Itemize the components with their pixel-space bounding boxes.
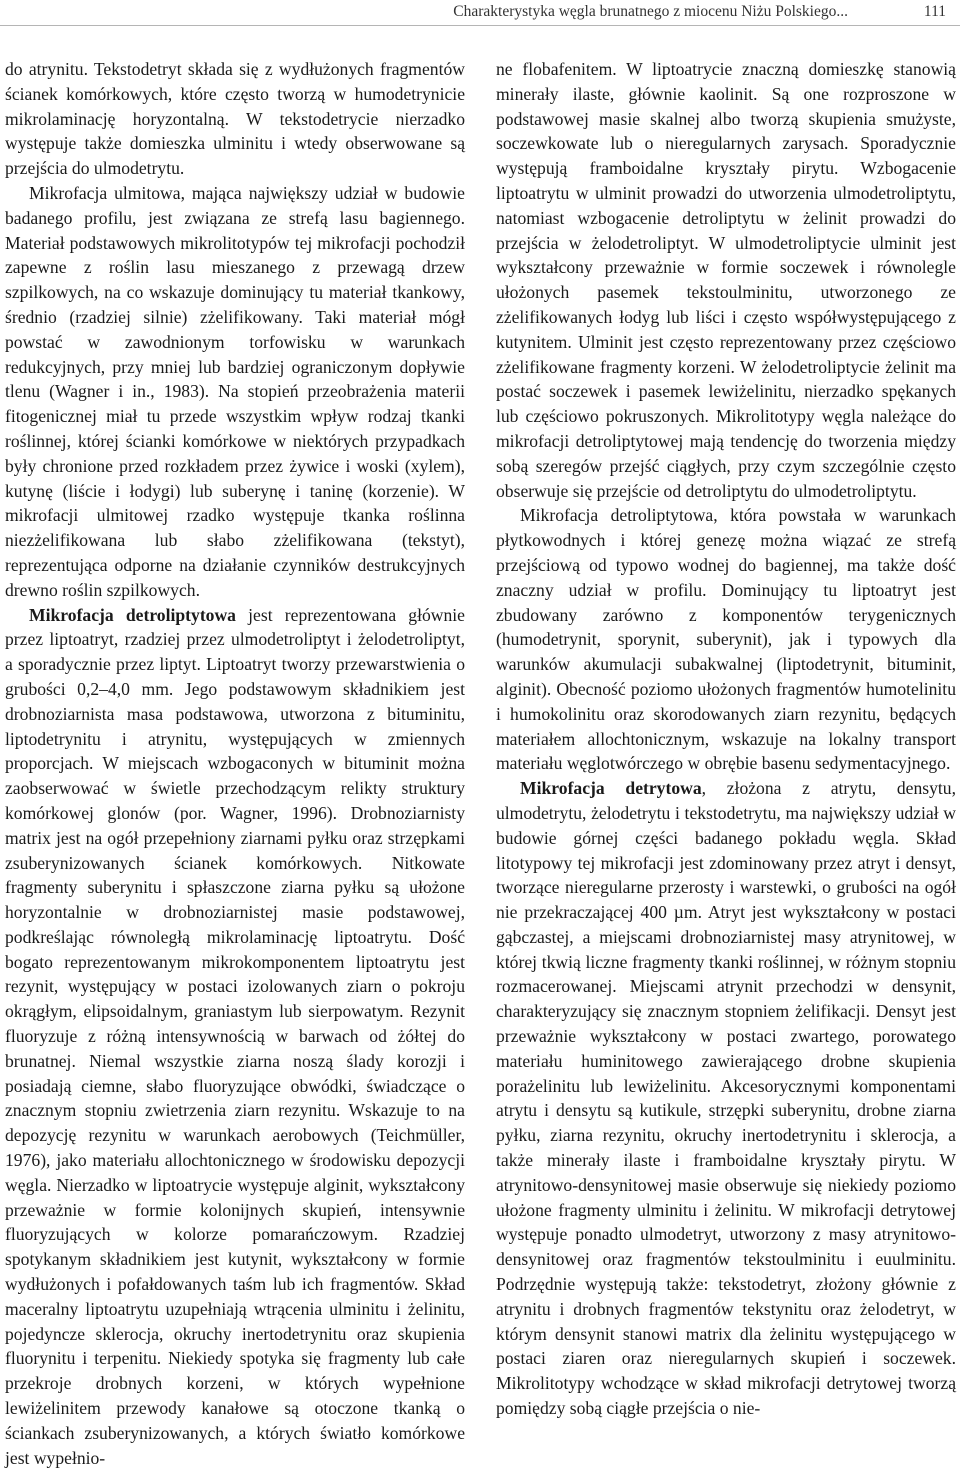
right-column <box>496 57 956 1421</box>
running-title: Charakterystyka węgla brunatnego z miocenu Niżu Polskiego... <box>453 3 848 20</box>
paragraph-detroliptytowa <box>5 603 465 1470</box>
header-divider <box>0 25 960 26</box>
paragraph-text: jest reprezentowana głównie przez liptoatryt, rzadziej przez ulmodetroliptyt i żelodetroliptyt, a sporadycznie przez liptyt. Liptoatryt tworzy przewarstwienia o grubości 0,2–4,0 mm. Jego podstawowym składnikiem jest drobnoziarnista masa podstawowa, utworzona z bituminitu, liptodetrynitu i atrynitu, występujących w zmiennych proporcjach. W miejscach wzbogaconych w bituminit można zaobserwować w świetle przechodzącym relikty struktury komórkowej glonów (por. Wagner, 1996). Drobnoziarnisty matrix jest na ogół przepełniony ziarnami pyłku oraz strzępkami zsuberynizowanych ścianek komórkowych. Nitkowate fragmenty suberynitu i spłaszczone ziarna pyłku są ułożone horyzontalnie w drobnoziarnistej masie podstawowej, podkreślając równoległą mikrolaminację liptoatrytu. Dość bogato reprezentowanym mikrokomponentem liptoatrytu jest rezynit, występujący w postaci izolowanych ziarn o pokroju okrągłym, elipsoidalnym, graniastym lub sierpowatym. Rezynit fluoryzuje z różną intensywnością w barwach od żółtej do brunatnej. Niemal wszystkie ziarna noszą ślady korozji i posiadają ciemne, słabo fluoryzujące obwódki, świadczące o znacznym stopniu zwietrzenia ziarn rezynitu. Wskazuje to na depozycję rezynitu w warunkach aerobowych (Teichmüller, 1976), jako materiału allochtonicznego w środowisku depozycji węgla. Nierzadko w liptoatrycie występuje alginit, wykształcony przeważnie w formie kolonijnych skupień, intensywnie fluoryzujących w kolorze pomarańczowym. Rzadziej spotykanym składnikiem jest kutynit, wykształcony w formie wydłużonych i pofałdowanych taśm lub ich fragmentów. Skład maceralny liptoatrytu uzupełniają wtrącenia ulminitu i żelinitu, pojedyncze sklerocja, okruchy inertodetrynitu oraz skupienia fluorynitu i terpenitu. Niekiedy spotyka się fragmenty lub całe przekroje drobnych korzeni, w których wypełnione lewiżelinitem przewody kanałowe są otoczone tkanką o ściankach zsuberynizowanych, a których światło komórkowe jest wypełnio- <box>5 604 465 1468</box>
page-number: 111 <box>923 3 946 20</box>
paragraph-detroliptytowa-genesis: Mikrofacja detroliptytowa, która powstała w warunkach płytkowodnych i której genezę można wiązać ze strefą przejściową od typowo wodnej do bagiennej, ma także dość znaczny udział w profilu. Dominujący tu liptoatryt jest zbudowany zarówno z komponentów terygenicznych (humodetrynit, sporynit, suberynit), jak i typowych dla warunków akumulacji subakwalnej (liptodetrynit, bituminit, alginit). Obecność poziomo ułożonych fragmentów humotelinitu i humokolinitu oraz skorodowanych ziarn rezynitu, będących materiałem allochtonicznym, wskazuje na lokalny transport materiału węglotwórczego w obrębie basenu sedymentacyjnego. <box>496 505 956 774</box>
left-column <box>5 57 465 1470</box>
paragraph-text: , złożona z atrytu, densytu, ulmodetrytu, żelodetrytu i tekstodetrytu, ma największy udział w budowie górnej części badanego pokładu węgla. Skład litotypowy tej mikrofacji jest zdominowany przez atryt i densyt, tworzące nieregularne przerosty i warstewki, o grubości na ogół nie przekraczającej 400 µm. Atryt jest wykształcony w postaci gąbczastej, a miejscami drobnoziarnistej masy atrynitowej, w której tkwią liczne fragmenty tkanki roślinnej, w różnym stopniu rozmacerowanej. Miejscami atrynit przechodzi w densynit, charakteryzujący się znacznym stopniem żelifikacji. Densyt jest przeważnie wykształcony w postaci zwartego, porowatego materiału huminitowego zawierającego drobne skupienia porażelinitu lub lewiżelinitu. Akcesorycznymi komponentami atrytu i densytu są kutikule, strzępki suberynitu, drobne ziarna pyłku, ziarna rezynitu, okruchy inertodetrynitu i sklerocja, a także minerały ilaste i framboidalne kryształy pirytu. W atrynitowo-densynitowej masie obserwuje się niekiedy poziomo ułożone fragmenty ulminitu i żelinitu. W mikrofacji detrytowej występuje ponadto ulmodetryt, utworzony z masy atrynitowo-densynitowej oraz fragmentów tekstoulminitu i euulminitu. Podrzędnie występują także: tekstodetryt, złożony głównie z atrynitu i drobnych fragmentów tekstynitu oraz żelodetryt, w którym densynit stanowi matrix dla żelinitu występującego w postaci ziaren oraz nieregularnych skupień i soczewek. Mikrolitotypy wchodzące w skład mikrofacji detrytowej tworzą pomiędzy sobą ciągłe przejścia o nie- <box>496 778 956 1419</box>
paragraph-liptoatryt-continued: ne flobafenitem. W liptoatrycie znaczną domieszkę stanowią minerały ilaste, głównie kaolinit. Są one rozproszone w podstawowej masie skalnej albo tworzą skupienia smużyste, soczewkowate lub o nieregularnych zarysach. Sporadycznie występują framboidalne kryształy pirytu. Wzbogacenie liptoatrytu w ulminit prowadzi do utworzenia ulmodetroliptytu, natomiast wzbogacenie detroliptytu w żelinit prowadzi do przejścia w żelodetroliptyt. W ulmodetroliptycie ulminit jest wykształcony przeważnie w formie soczewek i równolegle ułożonych pasemek tekstoulminitu, utworzonego ze zżelifikowanych łodyg lub liści i często współwystępującego z kutynitem. Ulminit jest często reprezentowany przez częściowo zżelifikowane fragmenty korzeni. W żelodetroliptycie żelinit ma postać soczewek i pasemek lewiżelinitu, nierzadko spękanych lub częściowo pokruszonych. Mikrolitotypy węgla należące do mikrofacji detroliptytowej mają tendencję do tworzenia między sobą szeregów przejść ciągłych, przy czym szczególnie często obserwuje się przejście od detroliptytu do ulmodetroliptytu. <box>496 59 956 501</box>
running-header <box>0 0 960 28</box>
paragraph-tekstodetryt: do atrynitu. Tekstodetryt składa się z wydłużonych fragmentów ścianek komórkowych, które często tworzą w humodetrynicie mikrolaminację horyzontalną. W tekstodetrycie nierzadko występuje także domieszka ulminitu i wtedy obserwowane są przejścia do ulmodetrytu. <box>5 59 465 179</box>
paragraph-detrytowa <box>496 776 956 1421</box>
section-heading-detroliptytowa: Mikrofacja detroliptytowa <box>29 604 236 625</box>
paragraph-ulmitowa: Mikrofacja ulmitowa, mająca największy udział w budowie badanego profilu, jest związana ze strefą lasu bagiennego. Materiał podstawowych mikrolitotypów tej mikrofacji pochodził zapewne z roślin lasu mieszanego z przewagą drzew szpilkowych, na co wskazuje dominujący tu materiał tkankowy, średnio (rzadziej silnie) zżelifikowany. Taki materiał mógł powstać w zawodnionym torfowisku w warunkach redukcyjnych, przy mniej lub bardziej ograniczonym dopływie tlenu (Wagner i in., 1983). Na stopień przeobrażenia materii fitogenicznej miał tu przede wszystkim wpływ rodzaj tkanki roślinnej, której ścianki komórkowe w niektórych przypadkach były chronione przed rozkładem przez żywice i woski (xylem), kutynę (liście i łodygi) lub suberynę i taninę (korzenie). W mikrofacji ulmitowej rzadko występuje tkanka roślinna niezżelifikowana lub słabo zżelifikowana (tekstyt), reprezentująca odporne na działanie czynników destrukcyjnych drewno roślin szpilkowych. <box>5 182 465 600</box>
section-heading-detrytowa: Mikrofacja detrytowa <box>520 778 702 799</box>
